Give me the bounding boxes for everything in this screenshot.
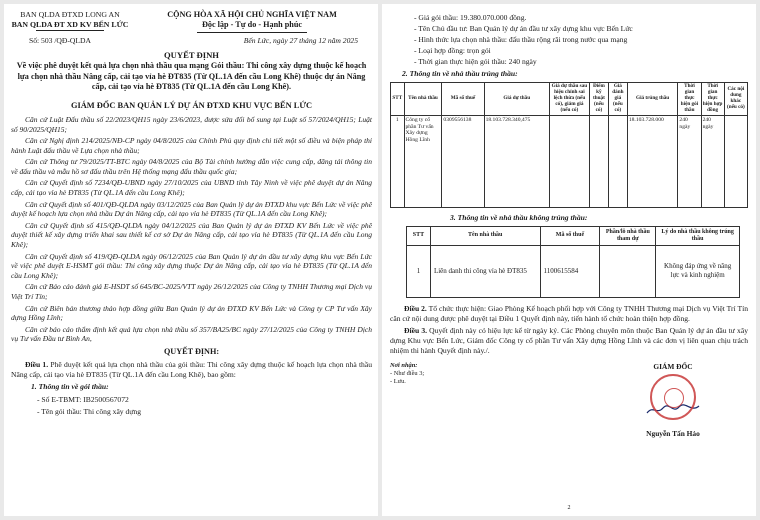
motto: Độc lập - Tự do - Hạnh phúc [201,20,303,30]
divider [197,32,307,33]
article-1-text: Phê duyệt kết quả lựa chọn nhà thầu của gói thầu: Thi công xây dựng thuộc kế hoạch lựa chọn nhà thầu Nâng cấp, cải tạo vỉa hè ĐT835 (Từ QL.1A đến cầu Long Khê), bao gồm: [11,359,373,379]
section-1-heading: 1. Thông tin về gói thầu: [31,381,109,391]
table-cell: Liên danh thi công vỉa hè ĐT835 [430,245,540,297]
list-item: - Tên Chủ đầu tư: Ban Quản lý dự án đầu tư xây dựng khu vực Bến Lức [414,24,633,34]
country-name: CỘNG HÒA XÃ HỘI CHỦ NGHĨA VIỆT NAM [167,10,337,19]
divider [36,30,104,31]
column-header: Phần/lô nhà thầu tham dự [600,226,656,245]
list-item: - Giá gói thầu: 19.380.070.000 đồng. [414,13,527,22]
winning-bidder-table [390,82,748,208]
column-header: Mã số thuế [540,226,600,245]
losing-bidder-table [406,226,740,298]
table-row [391,115,748,207]
document-title: QUYẾT ĐỊNH [164,49,219,60]
legal-basis: Căn cứ Quyết định số 401/QĐ-QLDA ngày 03/12/2025 của Ban Quản lý dự án ĐTXD khu vực Bến Lức về việc phê duyệt kế hoạch lựa chọn nhà thầu Dự án Nâng cấp, cải tạo vỉa hè ĐT835 (Từ QL.1A đến cầu Long Khê); [11,199,372,219]
legal-bases [11,115,372,344]
column-header: Giá dự thầu sau hiệu chỉnh sai lệch thừa (nếu có), giảm giá (nếu có) [549,83,589,116]
document-date: Bến Lức, ngày 27 tháng 12 năm 2025 [243,35,358,45]
column-header: Thời gian thực hiện gói thầu [678,83,701,116]
page-number: 2 [567,505,571,512]
table-cell: 1 [407,245,431,297]
document-number: Số: 503 /QĐ-QLDA [29,35,92,45]
column-header: Lý do nhà thầu không trúng thầu [656,226,740,245]
decision-heading: QUYẾT ĐỊNH: [163,346,220,356]
column-header: STT [391,83,405,116]
table-cell: 240 ngày [701,115,724,207]
legal-basis: Căn cứ Quyết định số 415/QĐ-QLDA ngày 04/12/2025 của Ban Quản lý dự án ĐTXD KV Bến Lức về việc phê duyệt thiết kế xây dựng triển khai sau thiết kế cơ sở Dự án Nâng cấp, cải tạo vỉa hè ĐT835 (Từ QL.1A đến cầu Long Khê); [11,220,372,250]
list-item: - Thời gian thực hiện gói thầu: 240 ngày [414,57,537,67]
list-item: - Hình thức lựa chọn nhà thầu: đấu thầu rộng rãi trong nước qua mạng [414,35,628,45]
column-header: STT [407,226,431,245]
list-item: - Loại hợp đồng: trọn gói [414,46,491,56]
section-3-heading: 3. Thông tin về nhà thầu không trúng thầu: [450,212,588,222]
column-header: Mã số thuế [442,83,484,116]
table-cell [600,245,656,297]
table-cell: 1 [391,115,405,207]
legal-basis: Căn cứ Quyết định số 7234/QĐ-UBND ngày 27/10/2025 của UBND tỉnh Tây Ninh về việc phê duyệt dự án Nâng cấp, cải tạo vỉa hè ĐT835 (Từ QL.1A đến cầu Long Khê); [11,178,372,198]
legal-basis: Căn cứ Luật Đấu thầu số 22/2023/QH15 ngày 23/6/2023, được sửa đổi bổ sung tại Luật số 57/2024/QH15; Luật số 90/2025/QH15; [11,114,372,134]
column-header: Thời gian thực hiện hợp đồng [701,83,724,116]
signer-name: Nguyễn Tấn Hảo [646,429,700,439]
column-header: Giá dự thầu [484,83,549,116]
legal-basis: Căn cứ Biên bản thương thảo hợp đồng giữa Ban Quản lý dự án ĐTXD KV Bến Lức và Công ty CP Tư vấn Xây dựng Hồng Lĩnh; [11,303,372,323]
section-2-heading: 2. Thông tin về nhà thầu trúng thầu: [402,69,518,79]
legal-basis: Căn cứ Nghị định 214/2025/NĐ-CP ngày 04/8/2025 của Chính Phủ quy định chi tiết một số điều và biện pháp thi hành Luật đấu thầu về Lựa chọn nhà thầu; [11,136,372,155]
table-cell: 18.103.728.000 [627,115,678,207]
recipient: - Lưu. [390,378,406,386]
table-header-row [407,226,740,245]
column-header: Giá trúng thầu [627,83,678,116]
table-cell: Công ty cổ phần Tư vấn Xây dựng Hồng Lĩnh [404,115,442,207]
table-cell: Không đáp ứng về năng lực và kinh nghiệm [656,245,740,297]
legal-basis: Căn cứ Quyết định số 419/QĐ-QLDA ngày 06/12/2025 của Ban Quản lý dự án đầu tư xây dựng khu vực Bến Lức về việc phê duyệt E-HSMT gói thầu: Thi công xây dựng thuộc Dự án Nâng cấp, cải tạo vỉa hè ĐT835 (Từ QL.1A đến cầu Long Khê); [11,251,372,280]
table-cell [724,115,747,207]
article-2-label: Điều 2. [404,303,427,313]
legal-basis: Căn cứ Báo cáo đánh giá E-HSDT số 645/BC-2025/VTT ngày 26/12/2025 của Công ty TNHH Thương mại Dịch vụ Việt Trí Tín; [11,282,372,302]
recipient: - Như điều 3; [390,370,425,378]
issuing-agency [11,10,129,35]
legal-basis: Căn cứ báo cáo thẩm định kết quả lựa chọn nhà thầu số 357/BA25/BC ngày 27/12/2025 của Công ty TNHH Dịch vụ Tư vấn Đầu tư Bình An, [11,324,372,344]
article-3-text: Quyết định này có hiệu lực kể từ ngày ký. Các Phòng chuyên môn thuộc Ban Quản lý dự án đầu tư xây dựng Khu vực Bến Lức, Giám đốc Công ty cổ phần Tư vấn Xây dựng Hồng Lĩnh và các đơn vị liên quan chịu trách nhiệm thi hành Quyết định này./. [390,325,749,355]
table-cell: 240 ngày [678,115,701,207]
column-header: Tên nhà thầu [430,226,540,245]
issuer-heading: GIÁM ĐỐC BAN QUẢN LÝ DỰ ÁN ĐTXD KHU VỰC BẾN LỨC [70,100,313,110]
column-header: Giá đánh giá (nếu có) [608,83,627,116]
signer [598,362,748,439]
article-2-text: Tổ chức thực hiện: Giao Phòng Kế hoạch phối hợp với Công ty TNHH Thương mại Dịch vụ Việt Trí Tín căn cứ nội dung được phê duyệt tại Điều 1 Quyết định này, tiến hành tổ chức hoàn thiện hợp đồng. [390,303,749,323]
signature-block [390,362,748,439]
document-header [11,10,372,35]
list-item: - Tên gói thầu: Thi công xây dựng [37,406,142,416]
legal-basis: Căn cứ Thông tư 79/2025/TT-BTC ngày 04/8/2025 của Bộ Tài chính hướng dẫn việc cung cấp, đăng tải thông tin về đấu thầu và mẫu hồ sơ đấu thầu trên Hệ thống mạng đấu thầu quốc gia; [11,157,372,176]
signer-title: GIÁM ĐỐC [653,361,693,371]
list-item: - Số E-TBMT: IB2500567072 [37,394,129,404]
table-cell [589,115,608,207]
agency-name: BAN QLDA ĐT XD KV BẾN LỨC [11,19,129,29]
document-page-1 [4,4,378,516]
column-header: Tên nhà thầu [404,83,442,116]
document-page-2 [382,4,756,516]
article-3-label: Điều 3. [404,325,428,335]
official-stamp-icon [650,374,696,420]
column-header: Điểm kỹ thuật (nếu có) [589,83,608,116]
table-cell: 1100615584 [540,245,600,297]
parent-agency: BAN QLDA ĐTXD LONG AN [20,10,120,19]
recipients-label: Nơi nhận: [390,361,418,369]
article-3 [390,326,748,356]
article-2 [390,304,748,324]
article-1-label: Điều 1. [25,359,49,369]
column-header: Các nội dung khác (nếu có) [724,83,747,116]
table-cell: 18.103.728.340,475 [484,115,549,207]
table-cell [549,115,589,207]
table-cell [608,115,627,207]
article-1 [11,360,372,380]
document-subtitle: Về việc phê duyệt kết quả lựa chọn nhà thầu qua mạng Gói thầu: Thi công xây dựng thuộc kế hoạch lựa chọn nhà thầu Nâng cấp, cải tạo vỉa hè ĐT835 (Từ QL.1A đến cầu Long Khê) thuộc dự án Nâng cấp, cải tạo vỉa hè ĐT835 (Từ QL.1A đến cầu Long Khê). [16,60,367,92]
table-cell: 0309556138 [442,115,484,207]
table-header-row [391,83,748,116]
table-row [407,245,740,297]
document-ref-line [11,36,372,46]
national-motto [132,10,372,35]
recipients [390,362,424,439]
